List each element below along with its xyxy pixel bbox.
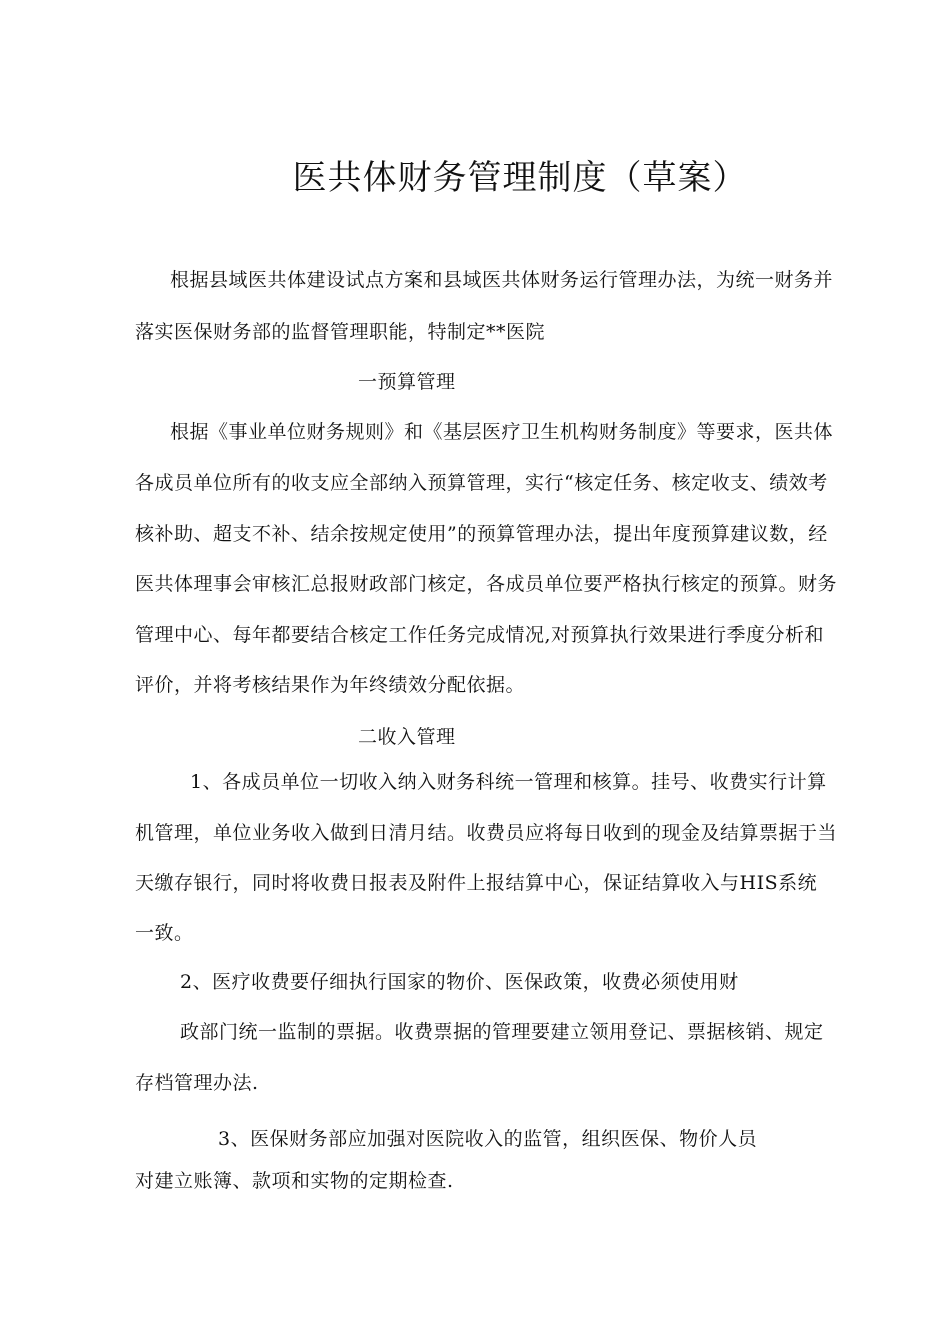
income-item1-line-3: 天缴存银行，同时将收费日报表及附件上报结算中心，保证结算收入与HIS系统 <box>135 872 818 894</box>
income-item2-line-2: 政部门统一监制的票据。收费票据的管理要建立领用登记、票据核销、规定 <box>180 1021 824 1043</box>
income-item2-line-3: 存档管理办法. <box>135 1072 259 1094</box>
income-item2-line-1: 2、医疗收费要仔细执行国家的物价、医保政策，收费必须使用财 <box>180 971 739 993</box>
intro-line-1: 根据县域医共体建设试点方案和县域医共体财务运行管理办法，为统一财务并 <box>170 269 834 291</box>
income-item1-line-4: 一致。 <box>135 922 194 944</box>
budget-line-6: 评价，并将考核结果作为年终绩效分配依据。 <box>135 674 526 696</box>
document-title: 医共体财务管理制度（草案） <box>292 158 748 198</box>
budget-line-5: 管理中心、每年都要结合核定工作任务完成情况,对预算执行效果进行季度分析和 <box>135 624 825 646</box>
income-item3-line-1: 3、医保财务部应加强对医院收入的监管，组织医保、物价人员 <box>218 1128 758 1150</box>
intro-line-2: 落实医保财务部的监督管理职能，特制定**医院 <box>135 321 546 343</box>
income-item1-line-1: 1、各成员单位一切收入纳入财务科统一管理和核算。挂号、收费实行计算 <box>190 771 827 793</box>
budget-line-4: 医共体理事会审核汇总报财政部门核定，各成员单位要严格执行核定的预算。财务 <box>135 573 838 595</box>
budget-line-3: 核补助、超支不补、结余按规定使用”的预算管理办法，提出年度预算建议数，经 <box>135 523 828 545</box>
income-item1-line-2: 机管理，单位业务收入做到日清月结。收费员应将每日收到的现金及结算票据于当 <box>135 822 838 844</box>
budget-line-2: 各成员单位所有的收支应全部纳入预算管理，实行“核定任务、核定收支、绩效考 <box>135 472 828 494</box>
income-item3-line-2: 对建立账簿、款项和实物的定期检查. <box>135 1170 454 1192</box>
section-heading-budget: 一预算管理 <box>358 371 456 393</box>
section-heading-income: 二收入管理 <box>358 726 456 748</box>
budget-line-1: 根据《事业单位财务规则》和《基层医疗卫生机构财务制度》等要求，医共体 <box>170 421 834 443</box>
